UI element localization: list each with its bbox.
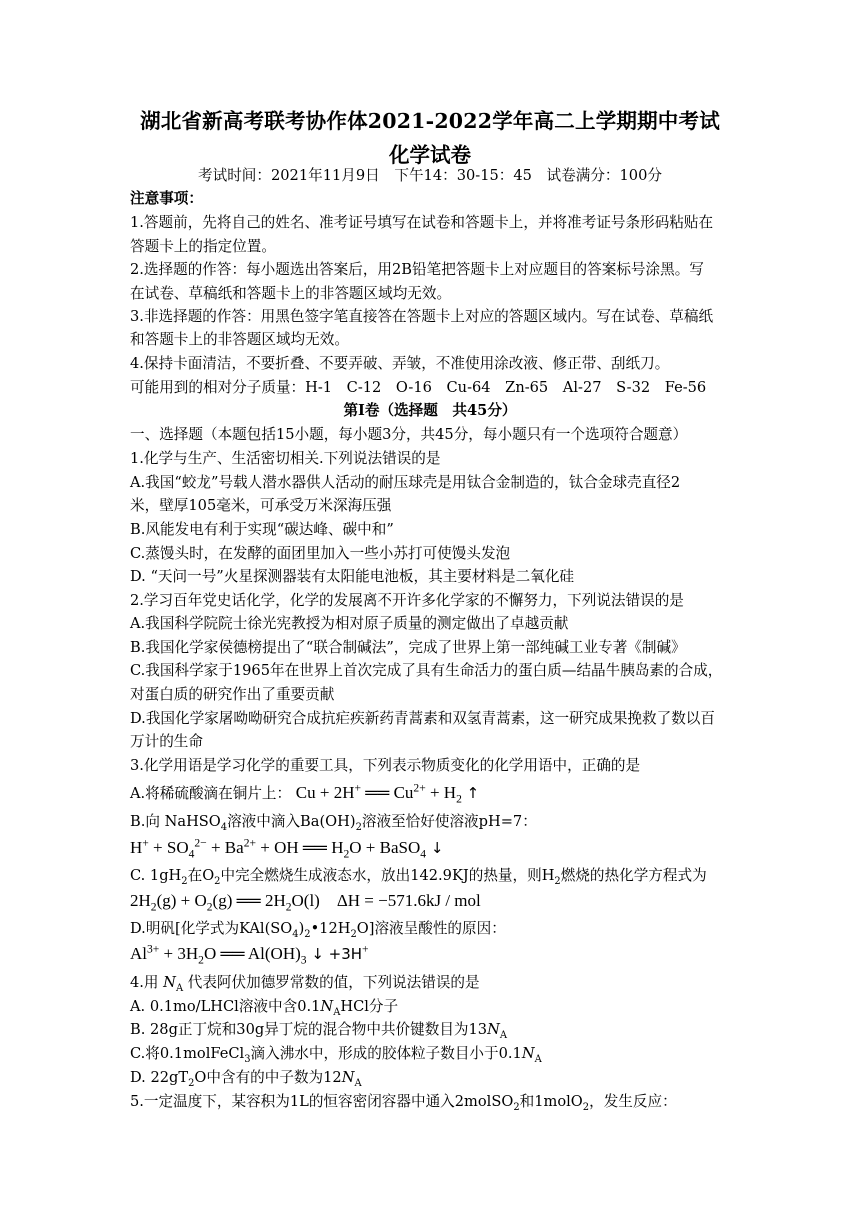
q4-stem: 4.用 $N_A$ 代表阿伏加德罗常数的值，下列说法错误的是 bbox=[130, 974, 480, 994]
q1-option-b: B.风能发电有利于实现“碳达峰、碳中和” bbox=[130, 521, 394, 538]
q4-option-b: B. 28g正丁烷和30g异丁烷的混合物中共价键数目为$13N_A$ bbox=[130, 1021, 508, 1041]
q3-option-b-equation: $H^+ + SO_4^{2-} + Ba^{2+}$ + OH ══ $H_2O$ + BaSO$_4$ ↓ bbox=[130, 836, 444, 861]
q2-option-d-cont: 万计的生命 bbox=[130, 733, 203, 750]
q2-option-a: A.我国科学院院士徐光宪教授为相对原子质量的测定做出了卓越贡献 bbox=[130, 615, 569, 632]
q3-stem: 3.化学用语是学习化学的重要工具，下列表示物质变化的化学用语中，正确的是 bbox=[130, 757, 641, 774]
q3-option-a-text: A.将稀硫酸滴在铜片上： bbox=[130, 785, 292, 802]
q1-option-c: C.蒸馒头时，在发酵的面团里加入一些小苏打可使馒头发泡 bbox=[130, 545, 511, 562]
q2-stem: 2.学习百年党史话化学，化学的发展离不开许多化学家的不懈努力，下列说法错误的是 bbox=[130, 592, 684, 609]
q3-option-d-equation: $Al^{3+} + 3H_2O$ ══ $Al(OH)_3$ ↓ +3H+ bbox=[130, 942, 369, 967]
notice-heading: 注意事项： bbox=[130, 190, 203, 207]
q2-option-b: B.我国化学家侯德榜提出了“联合制碱法”，完成了世界上第一部纯碱工业专著《制碱》 bbox=[130, 639, 686, 656]
q3-option-c: C. $1gH_2$在$O_2$中完全燃烧生成液态水，放出142.9KJ的热量，则$H_2$燃烧的热化学方程式为 bbox=[130, 867, 707, 887]
q2-option-c-cont: 对蛋白质的研究作出了重要贡献 bbox=[130, 686, 335, 703]
notice-line: 4.保持卡面清洁，不要折叠、不要弄破、弄皱，不准使用涂改液、修正带、刮纸刀。 bbox=[130, 355, 670, 372]
q3-option-d: D.明矾[化学式为$KAl(SO_4)_2•12H_2O$]溶液呈酸性的原因： bbox=[130, 920, 506, 940]
q4-option-a: A. 0.1mo/LHCl溶液中含$0.1N_AHCl$分子 bbox=[130, 998, 399, 1018]
notice-line: 答题卡上的指定位置。 bbox=[130, 238, 276, 255]
notice-line: 在试卷、草稿纸和答题卡上的非答题区域均无效。 bbox=[130, 285, 452, 302]
q3-option-c-equation: $2H_2(g) + O_2(g)$ ══ $2H_2O(l)$ ΔH = −571.6kJ / mol bbox=[130, 891, 481, 914]
exam-info: 考试时间：2021年11月9日 下午14：30-15：45 试卷满分：100分 bbox=[198, 167, 662, 184]
q1-option-d: D. “天问一号”火星探测器装有太阳能电池板，其主要材料是二氧化硅 bbox=[130, 568, 575, 585]
q3-option-b: B.向 NaHSO$_4$溶液中滴入$Ba(OH)_2$溶液至恰好使溶液pH=7： bbox=[130, 813, 537, 833]
q1-stem: 1.化学与生产、生活密切相关.下列说法错误的是 bbox=[130, 450, 441, 467]
q3-option-a-equation: Cu + 2H+ ══ $Cu^{2+} + H_2$ ↑ bbox=[295, 781, 480, 806]
subject-title: 化学试卷 bbox=[389, 143, 471, 167]
part1-heading: 第Ⅰ卷（选择题 共45分） bbox=[343, 402, 517, 419]
notice-line: 和答题卡上的非答题区域均无效。 bbox=[130, 331, 349, 348]
notice-line: 1.答题前，先将自己的姓名、准考证号填写在试卷和答题卡上，并将准考证号条形码粘贴在 bbox=[130, 214, 714, 231]
q1-option-a-cont: 米，壁厚105毫米，可承受万米深海压强 bbox=[130, 497, 392, 514]
notice-line: 3.非选择题的作答：用黑色签字笔直接答在答题卡上对应的答题区域内。写在试卷、草稿纸 bbox=[130, 308, 714, 325]
atomic-masses: 可能用到的相对分子质量：H-1 C-12 O-16 Cu-64 Zn-65 Al-27 S-32 Fe-56 bbox=[130, 379, 707, 396]
q2-option-c: C.我国科学家于1965年在世界上首次完成了具有生命活力的蛋白质—结晶牛胰岛素的合成， bbox=[130, 662, 723, 679]
exam-title: 湖北省新高考联考协作体2021-2022学年高二上学期期中考试 bbox=[140, 109, 720, 133]
q3-option-a bbox=[130, 783, 479, 804]
q2-option-d: D.我国化学家屠呦呦研究合成抗疟疾新药青蒿素和双氢青蒿素，这一研究成果挽救了数以百 bbox=[130, 710, 715, 727]
notice-line: 2.选择题的作答：每小题选出答案后，用2B铅笔把答题卡上对应题目的答案标号涂黑。写 bbox=[130, 261, 704, 278]
section-heading: 一、选择题（本题包括15小题，每小题3分，共45分，每小题只有一个选项符合题意） bbox=[130, 426, 688, 443]
q4-option-c: C.将0.1molFeCl$_3$滴入沸水中，形成的胶体粒子数目小于$0.1N_A$ bbox=[130, 1045, 542, 1065]
q4-option-d: D. $22gT_2O$中含有的中子数为$12N_A$ bbox=[130, 1069, 362, 1089]
q1-option-a: A.我国“蛟龙”号载人潜水器供人活动的耐压球壳是用钛合金制造的，钛合金球壳直径2 bbox=[130, 474, 681, 491]
q5-stem: 5.一定温度下，某容积为1L的恒容密闭容器中通入2molSO$_2$和1molO$_2$，发生反应： bbox=[130, 1093, 677, 1113]
